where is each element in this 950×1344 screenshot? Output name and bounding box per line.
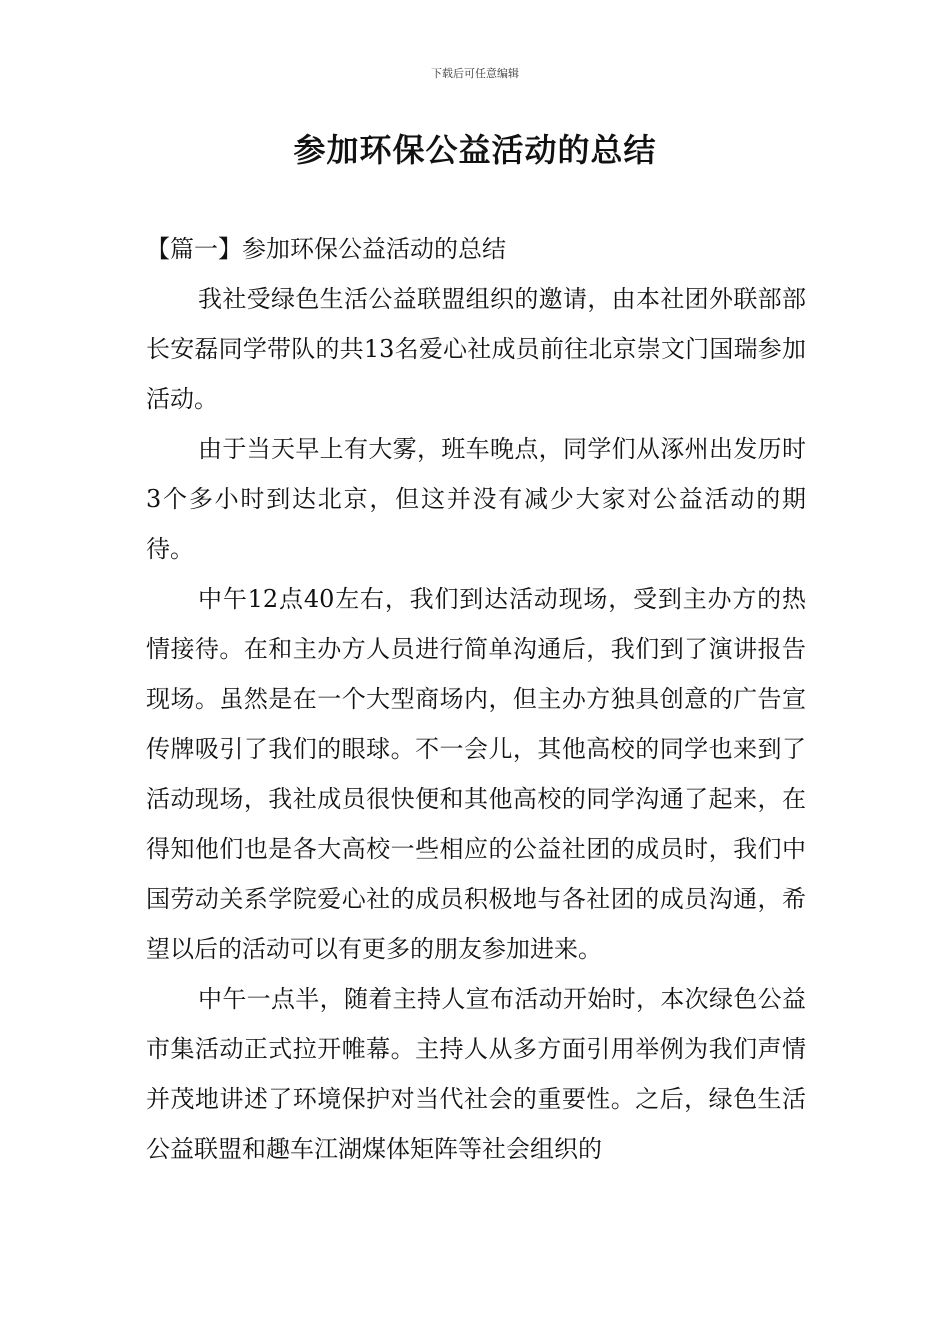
paragraph-2: 由于当天早上有大雾，班车晚点，同学们从涿州出发历时3个多小时到达北京，但这并没有减少大家对公益活动的期待。 bbox=[146, 435, 806, 563]
paragraph-3: 中午12点40左右，我们到达活动现场，受到主办方的热情接待。在和主办方人员进行简单沟通后，我们到了演讲报告现场。虽然是在一个大型商场内，但主办方独具创意的广告宣传牌吸引了我们的眼球。不一会儿，其他高校的同学也来到了活动现场，我社成员很快便和其他高校的同学沟通了起来，在得知他们也是各大高校一些相应的公益社团的成员时，我们中国劳动关系学院爱心社的成员积极地与各社团的成员沟通，希望以后的活动可以有更多的朋友参加进来。 bbox=[146, 585, 806, 963]
document-body bbox=[146, 224, 806, 1174]
paragraph-4: 中午一点半，随着主持人宣布活动开始时，本次绿色公益市集活动正式拉开帷幕。主持人从多方面引用举例为我们声情并茂地讲述了环境保护对当代社会的重要性。之后，绿色生活公益联盟和趣车江湖煤体矩阵等社会组织的 bbox=[146, 985, 806, 1163]
paragraph-1: 我社受绿色生活公益联盟组织的邀请，由本社团外联部部长安磊同学带队的共13名爱心社成员前往北京崇文门国瑞参加活动。 bbox=[146, 285, 806, 413]
section-heading: 【篇一】参加环保公益活动的总结 bbox=[146, 235, 506, 263]
document-title: 参加环保公益活动的总结 bbox=[293, 131, 657, 169]
header-note: 下载后可任意编辑 bbox=[431, 67, 519, 80]
